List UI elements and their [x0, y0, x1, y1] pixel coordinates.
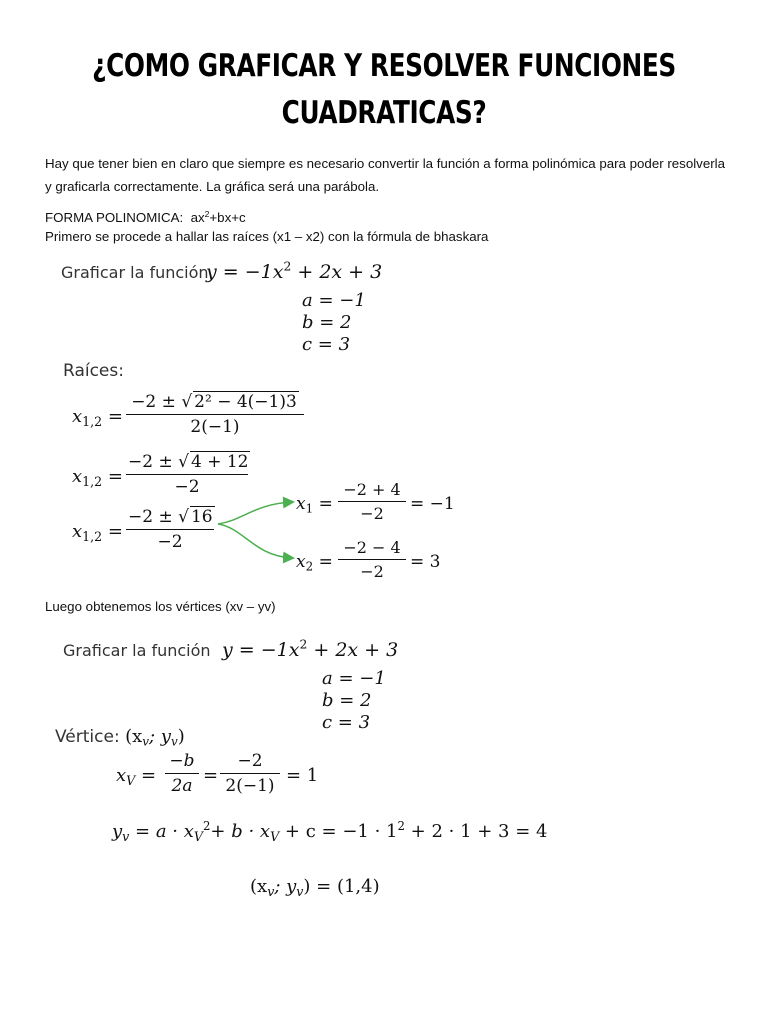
step2-numerator: −2 ± √ 4 + 12 [128, 452, 249, 472]
step3-eq: = [107, 521, 124, 542]
x1-fraction [338, 480, 406, 523]
yv-expr2-sub: V [270, 828, 280, 844]
branch-arrows [214, 490, 304, 570]
yv-expr1-sub: V [193, 828, 203, 844]
step3-radicand: 16 [190, 507, 213, 527]
step1-eq: = [107, 406, 124, 427]
step2-denominator: −2 [174, 477, 200, 497]
xv-fraction2 [220, 751, 280, 796]
block1-func-lhs: y = −1x [206, 261, 284, 283]
x2-x: x [296, 552, 306, 572]
xv-f1-denominator: 2a [171, 776, 193, 796]
xv-f2-numerator: −2 [237, 751, 263, 771]
vertice-label: Vértice: [55, 727, 126, 747]
vertice-mid: ; y [149, 726, 171, 747]
xv-sub: V [126, 772, 136, 788]
step1-num-pre: −2 ± [131, 392, 182, 412]
forma-base: ax [190, 210, 205, 225]
step1-lhs [72, 406, 123, 427]
yv-y: y [112, 821, 123, 842]
forma-rest: +bx+c [209, 210, 246, 225]
step1-denominator: 2(−1) [190, 417, 240, 437]
step2-x: x [72, 466, 83, 487]
block1-b-eq: b = 2 [302, 312, 352, 333]
step3-numerator: −2 ± √ 16 [128, 507, 213, 527]
block1-a-eq: a = −1 [302, 290, 366, 311]
step1-x: x [72, 406, 83, 427]
x2-sub: 2 [305, 559, 314, 574]
block1-func-exp: 2 [283, 259, 292, 274]
step1-radicand: 2² − 4(−1)3 [194, 392, 297, 412]
intro-paragraph: Hay que tener bien en claro que siempre es necesario convertir la función a forma polinómica para poder resolverla y graficarla correctamente. La gráfica será una parábola. [45, 156, 725, 194]
vertice-sub2: v [170, 734, 178, 749]
block1-c-eq: c = 3 [302, 334, 351, 355]
block2-c-eq: c = 3 [322, 712, 371, 733]
final-sub1: v [267, 883, 275, 899]
x2-lhs: $x_2$ = [296, 552, 333, 574]
raices-label: Raíces: [63, 361, 124, 381]
block1-function [206, 261, 382, 283]
page-title-line1: ¿COMO GRAFICAR Y RESOLVER FUNCIONES [92, 48, 676, 84]
vertex-result [250, 876, 380, 897]
final-mid: ; y [274, 876, 297, 897]
yv-equation [112, 818, 548, 844]
final-sub2: v [296, 883, 304, 899]
luego-text: Luego obtenemos los vértices (xv – yv) [45, 599, 276, 614]
step3-num-pre: −2 ± [128, 507, 179, 527]
x1-result: = −1 [410, 494, 455, 514]
x2-result: = 3 [410, 552, 441, 572]
step2-radicand: 4 + 12 [190, 452, 249, 472]
x2-denominator: −2 [360, 562, 384, 581]
x1-x: x [296, 494, 306, 514]
block2-func-lhs: y = −1x [222, 639, 300, 661]
x1-sub: 1 [305, 501, 314, 516]
forma-label: FORMA POLINOMICA: [45, 210, 184, 225]
primero-text: Primero se procede a hallar las raíces (x1 – x2) con la fórmula de bhaskara [45, 229, 489, 244]
step3-fraction [126, 506, 214, 552]
block2-func-rest: + 2x + 3 [307, 639, 399, 661]
step2-lhs [72, 466, 123, 487]
block2-a-eq: a = −1 [322, 668, 386, 689]
x1-denominator: −2 [360, 504, 384, 523]
step1-numerator: −2 ± √ 2² − 4(−1)3 [131, 392, 297, 412]
xv-f2-denominator: 2(−1) [225, 776, 275, 796]
step2-eq: = [107, 466, 124, 487]
xv-result: = 1 [286, 765, 319, 786]
final-end: ) = (1,4) [303, 876, 380, 897]
yv-expr3: + c = −1 · 1 [279, 821, 398, 842]
yv-expr3-exp: 2 [397, 818, 405, 833]
step1-fraction [126, 391, 304, 437]
yv-expr1: = a · x [129, 821, 194, 842]
yv-sub: v [122, 828, 130, 844]
yv-expr4: + 2 · 1 + 3 = 4 [404, 821, 548, 842]
x1-numerator: −2 + 4 [343, 480, 401, 499]
step3-x: x [72, 521, 83, 542]
block1-func-rest: + 2x + 3 [291, 261, 383, 283]
vertice-heading [55, 726, 185, 747]
block2-function [222, 639, 398, 661]
step2-sub: 1,2 [82, 473, 103, 489]
xv-lhs: $x_V$ = [116, 765, 157, 788]
final-pre: (x [250, 876, 268, 897]
yv-expr1-exp: 2 [202, 818, 211, 833]
arrow-to-x1 [218, 502, 292, 524]
xv-eq2: = [203, 765, 219, 786]
x2-numerator: −2 − 4 [343, 538, 401, 557]
forma-polinomica [45, 210, 246, 225]
x1-lhs: $x_1$ = [296, 494, 333, 516]
step3-lhs [72, 521, 123, 542]
step1-sub: 1,2 [82, 413, 103, 429]
vertice-close: ) [177, 726, 185, 747]
step3-denominator: −2 [157, 532, 183, 552]
x2-fraction [338, 538, 406, 581]
arrow-to-x2 [218, 524, 292, 558]
xv-x: x [116, 765, 127, 786]
page-title-line2: CUADRATICAS? [281, 95, 487, 131]
xv-f1-numerator: −b [169, 751, 195, 771]
yv-expr2: + b · x [210, 821, 271, 842]
block2-b-eq: b = 2 [322, 690, 372, 711]
step2-num-pre: −2 ± [128, 452, 179, 472]
forma-exp: 2 [204, 208, 210, 219]
block1-graficar-label: Graficar la función [61, 263, 209, 282]
xv-fraction1 [165, 751, 199, 796]
step3-sub: 1,2 [82, 528, 103, 544]
block2-func-exp: 2 [299, 637, 308, 652]
vertice-open: (x [125, 726, 143, 747]
block2-graficar-label: Graficar la función [63, 641, 211, 660]
vertice-sub1: v [142, 734, 149, 749]
